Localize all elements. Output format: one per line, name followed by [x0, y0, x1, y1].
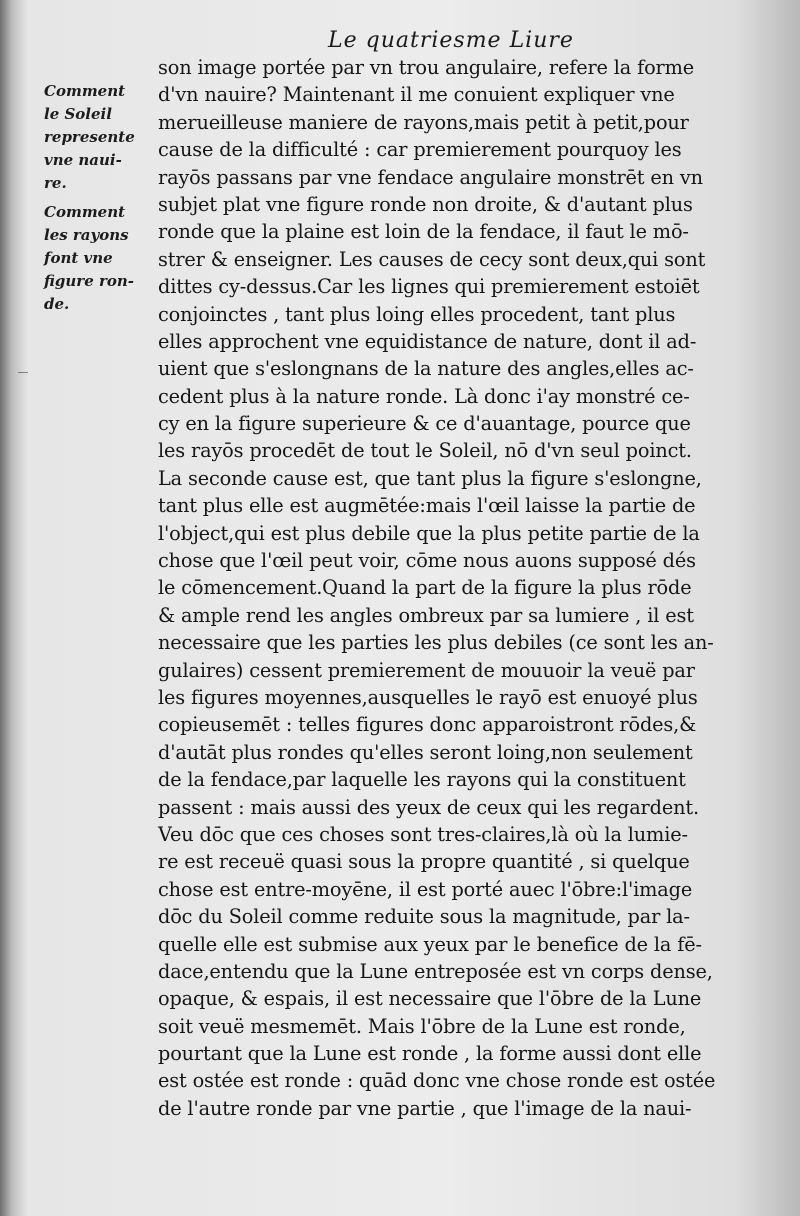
- text-line: rayōs passans par vne fendace angulaire monstrēt en vn: [158, 165, 703, 189]
- text-line: pourtant que la Lune est ronde , la forme aussi dont elle: [158, 1042, 702, 1066]
- margin-note-line: re.: [44, 174, 67, 192]
- margin-note-line: les rayons: [44, 226, 129, 244]
- margin-note-rays-round: [44, 201, 156, 316]
- text-line: Veu dōc que ces choses sont tres-claires,là où la lumie-: [158, 822, 688, 846]
- text-line: tant plus elle est augmētée:mais l'œil laisse la partie de: [158, 494, 696, 518]
- edge-mark: [18, 372, 28, 373]
- margin-note-line: vne naui-: [44, 151, 122, 169]
- margin-note-line: Comment: [44, 82, 126, 100]
- text-line: son image portée par vn trou angulaire, refere la forme: [158, 56, 695, 79]
- text-line: necessaire que les parties les plus debiles (ce sont les an-: [158, 631, 714, 655]
- text-line: cy en la figure superieure & ce d'auantage, pource que: [158, 412, 691, 436]
- text-line: dace,entendu que la Lune entreposée est vn corps dense,: [158, 959, 713, 983]
- text-line: passent : mais aussi des yeux de ceux qui les regardent.: [158, 795, 699, 819]
- text-line: soit veuë mesmemēt. Mais l'ōbre de la Lune est ronde,: [158, 1014, 686, 1038]
- margin-note-sun-ship: [44, 80, 156, 195]
- text-line: dōc du Soleil comme reduite sous la magnitude, par la-: [158, 905, 690, 929]
- text-line: merueilleuse maniere de rayons,mais petit à petit,pour: [158, 110, 689, 134]
- text-line: est ostée est ronde : quād donc vne chose ronde est ostée: [158, 1069, 716, 1093]
- text-line: d'autāt plus rondes qu'elles seront loing,non seulement: [158, 740, 693, 764]
- text-line: dittes cy-dessus.Car les lignes qui premierement estoiēt: [158, 275, 700, 299]
- margin-note-line: de.: [44, 295, 70, 313]
- text-line: gulaires) cessent premierement de mouuoir la veuë par: [158, 658, 695, 682]
- text-line: strer & enseigner. Les causes de cecy sont deux,qui sont: [158, 247, 706, 271]
- text-line: chose est entre-moyēne, il est porté auec l'ōbre:l'image: [158, 877, 693, 901]
- text-line: cause de la difficulté : car premierement pourquoy les: [158, 138, 682, 162]
- text-line: elles approchent vne equidistance de nature, dont il ad-: [158, 329, 697, 353]
- text-line: uient que s'eslongnans de la nature des angles,elles ac-: [158, 357, 694, 381]
- text-line: d'vn nauire? Maintenant il me conuient expliquer vne: [158, 83, 675, 107]
- text-line: les figures moyennes,ausquelles le rayō est enuoyé plus: [158, 685, 698, 709]
- text-line: ronde que la plaine est loin de la fendace, il faut le mō-: [158, 220, 689, 244]
- text-line: conjoinctes , tant plus loing elles procedent, tant plus: [158, 302, 676, 326]
- text-line: & ample rend les angles ombreux par sa lumiere , il est: [158, 603, 694, 627]
- margin-note-line: Comment: [44, 203, 126, 221]
- text-line: La seconde cause est, que tant plus la figure s'eslongne,: [158, 466, 702, 490]
- margin-note-line: le Soleil: [44, 105, 112, 123]
- text-line: chose que l'œil peut voir, cōme nous auons supposé dés: [158, 549, 696, 573]
- text-line: l'object,qui est plus debile que la plus petite partie de la: [158, 521, 700, 545]
- margin-note-line: represente: [44, 128, 135, 146]
- running-head: Le quatriesme Liure: [328, 28, 574, 53]
- text-line: copieusemēt : telles figures donc apparoistront rōdes,&: [158, 713, 697, 737]
- text-line: re est receuë quasi sous la propre quantité , si quelque: [158, 850, 690, 874]
- text-line: subjet plat vne figure ronde non droite, & d'autant plus: [158, 192, 693, 216]
- text-line: quelle elle est submise aux yeux par le benefice de la fē-: [158, 932, 702, 956]
- text-line: de la fendace,par laquelle les rayons qui la constituent: [158, 768, 686, 792]
- text-line: le cōmencement.Quand la part de la figure la plus rōde: [158, 576, 692, 600]
- text-line: cedent plus à la nature ronde. Là donc i'ay monstré ce-: [158, 384, 690, 408]
- text-line: de l'autre ronde par vne partie , que l'image de la naui-: [158, 1096, 692, 1120]
- text-line: opaque, & espais, il est necessaire que l'ōbre de la Lune: [158, 987, 702, 1011]
- margin-note-line: font vne: [44, 249, 113, 267]
- text-line: les rayōs procedēt de tout le Soleil, nō d'vn seul poinct.: [158, 439, 692, 463]
- body-text: [158, 54, 768, 1122]
- margin-notes: [44, 80, 156, 322]
- margin-note-line: figure ron-: [44, 272, 135, 290]
